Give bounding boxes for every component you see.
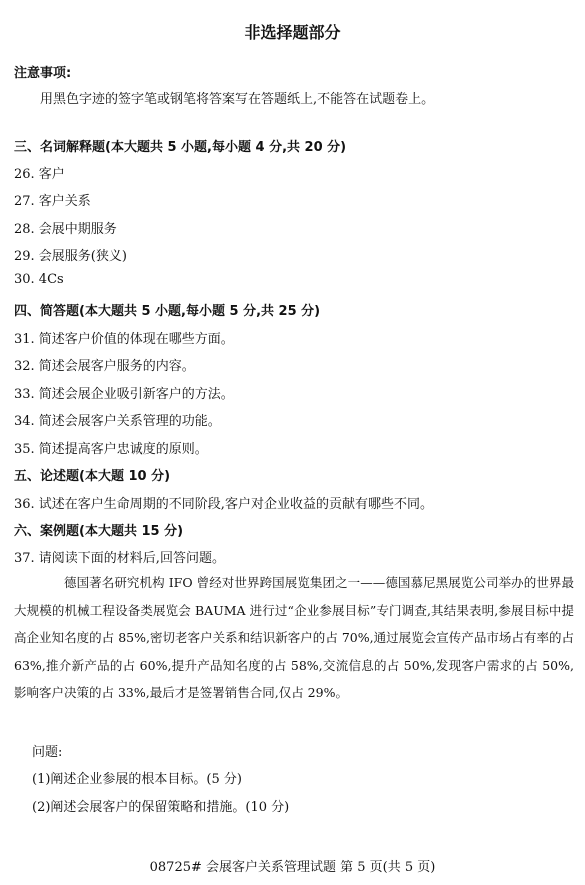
- question-30: 30. 4Cs: [14, 272, 64, 287]
- question-28: 28. 会展中期服务: [14, 222, 117, 237]
- question-29: 29. 会展服务(狭义): [14, 249, 127, 264]
- notice-text: 用黑色字迹的签字笔或钢笔将答案写在答题纸上,不能答在试题卷上。: [40, 92, 435, 107]
- page-title: 非选择题部分: [244, 23, 341, 42]
- section-5-heading: 五、论述题(本大题 10 分): [14, 469, 171, 484]
- question-31: 31. 简述客户价值的体现在哪些方面。: [14, 332, 234, 347]
- sub-question-1: (1)阐述企业参展的根本目标。(5 分): [32, 772, 242, 787]
- question-label: 问题:: [32, 745, 63, 760]
- question-35: 35. 简述提高客户忠诚度的原则。: [14, 442, 208, 457]
- page-footer: 08725# 会展客户关系管理试题 第 5 页(共 5 页): [149, 860, 436, 875]
- question-37: 37. 请阅读下面的材料后,回答问题。: [14, 551, 225, 566]
- question-27: 27. 客户关系: [14, 194, 91, 209]
- question-32: 32. 简述会展客户服务的内容。: [14, 359, 195, 374]
- section-3-heading: 三、名词解释题(本大题共 5 小题,每小题 4 分,共 20 分): [14, 140, 347, 155]
- question-26: 26. 客户: [14, 167, 65, 182]
- question-36: 36. 试述在客户生命周期的不同阶段,客户对企业收益的贡献有哪些不同。: [14, 497, 433, 512]
- case-material: 德国著名研究机构 IFO 曾经对世界跨国展览集团之一——德国慕尼黑展览公司举办的世界最大规模的机械工程设备类展览会 BAUMA 进行过“企业参展目标”专门调查,其结果表明,参展目标中提高企业知名度的占 85%,密切老客户关系和结识新客户的占 70%,通过展览会宣传产品市场占有率的占 63%,推介新产品的占 60%,提升产品知名度的占 58%,交流信息的占 50%,发现客户需求的占 50%,影响客户决策的占 33%,最后才是签署销售合同,仅占 29%。: [14, 575, 574, 701]
- section-4-heading: 四、简答题(本大题共 5 小题,每小题 5 分,共 25 分): [14, 304, 321, 319]
- question-33: 33. 简述会展企业吸引新客户的方法。: [14, 387, 234, 402]
- question-34: 34. 简述会展客户关系管理的功能。: [14, 414, 221, 429]
- section-6-heading: 六、案例题(本大题共 15 分): [14, 524, 184, 539]
- sub-question-2: (2)阐述会展客户的保留策略和措施。(10 分): [32, 800, 290, 815]
- notice-heading: 注意事项:: [14, 66, 72, 81]
